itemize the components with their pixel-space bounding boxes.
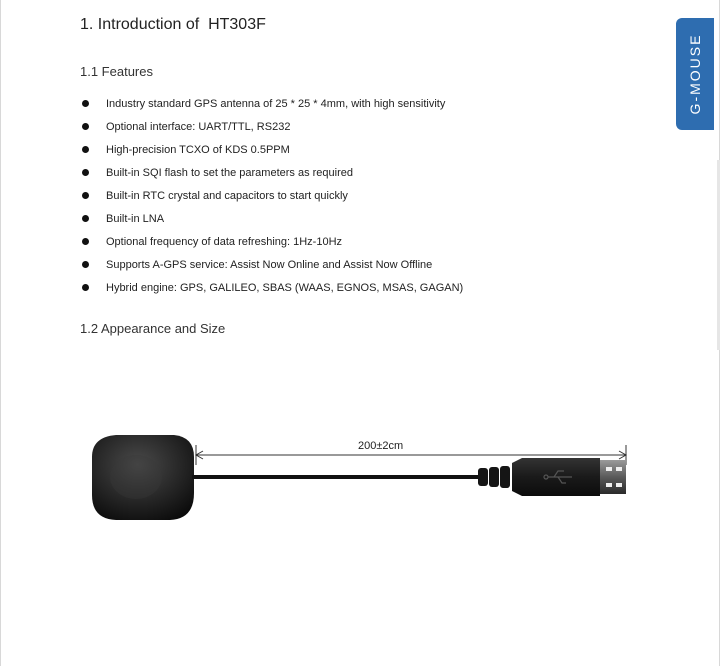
bullet-icon: [82, 169, 89, 176]
feature-item: [80, 115, 463, 138]
bullet-icon: [82, 100, 89, 107]
appearance-heading: 1.2 Appearance and Size: [80, 321, 226, 336]
feature-item: [80, 253, 463, 276]
bullet-icon: [82, 261, 89, 268]
feature-text: High-precision TCXO of KDS 0.5PPM: [106, 143, 290, 156]
cable-length-label: 200±2cm: [358, 440, 404, 452]
feature-list: [80, 92, 463, 299]
bullet-icon: [82, 284, 89, 291]
feature-item: [80, 161, 463, 184]
feature-text: Optional interface: UART/TTL, RS232: [106, 120, 291, 133]
feature-item: [80, 92, 463, 115]
feature-text: Built-in RTC crystal and capacitors to start quickly: [106, 189, 348, 202]
feature-item: [80, 276, 463, 299]
bullet-icon: [82, 146, 89, 153]
brand-side-tab-label: G-MOUSE: [687, 33, 703, 115]
feature-item: [80, 207, 463, 230]
page-title: 1. Introduction of HT303F: [80, 16, 266, 33]
bullet-icon: [82, 123, 89, 130]
feature-item: [80, 230, 463, 253]
brand-side-tab: [676, 18, 714, 130]
gps-puck-icon: [92, 435, 194, 520]
page-edge-left: [0, 0, 1, 666]
bullet-icon: [82, 192, 89, 199]
features-heading: 1.1 Features: [80, 64, 153, 79]
usb-connector: [600, 460, 626, 494]
bullet-icon: [82, 215, 89, 222]
strain-relief: [478, 466, 510, 488]
feature-text: Built-in SQI flash to set the parameters as required: [106, 166, 354, 179]
feature-item: [80, 138, 463, 161]
feature-item: [80, 184, 463, 207]
bullet-icon: [82, 238, 89, 245]
feature-text: Built-in LNA: [106, 212, 165, 225]
feature-text: Supports A-GPS service: Assist Now Online and Assist Now Offline: [106, 258, 433, 271]
feature-text: Optional frequency of data refreshing: 1Hz-10Hz: [106, 235, 343, 248]
gps-mouse-product-image: [70, 425, 650, 535]
feature-text: Hybrid engine: GPS, GALILEO, SBAS (WAAS, EGNOS, MSAS, GAGAN): [106, 281, 464, 294]
feature-text: Industry standard GPS antenna of 25 * 25 * 4mm, with high sensitivity: [106, 97, 446, 110]
